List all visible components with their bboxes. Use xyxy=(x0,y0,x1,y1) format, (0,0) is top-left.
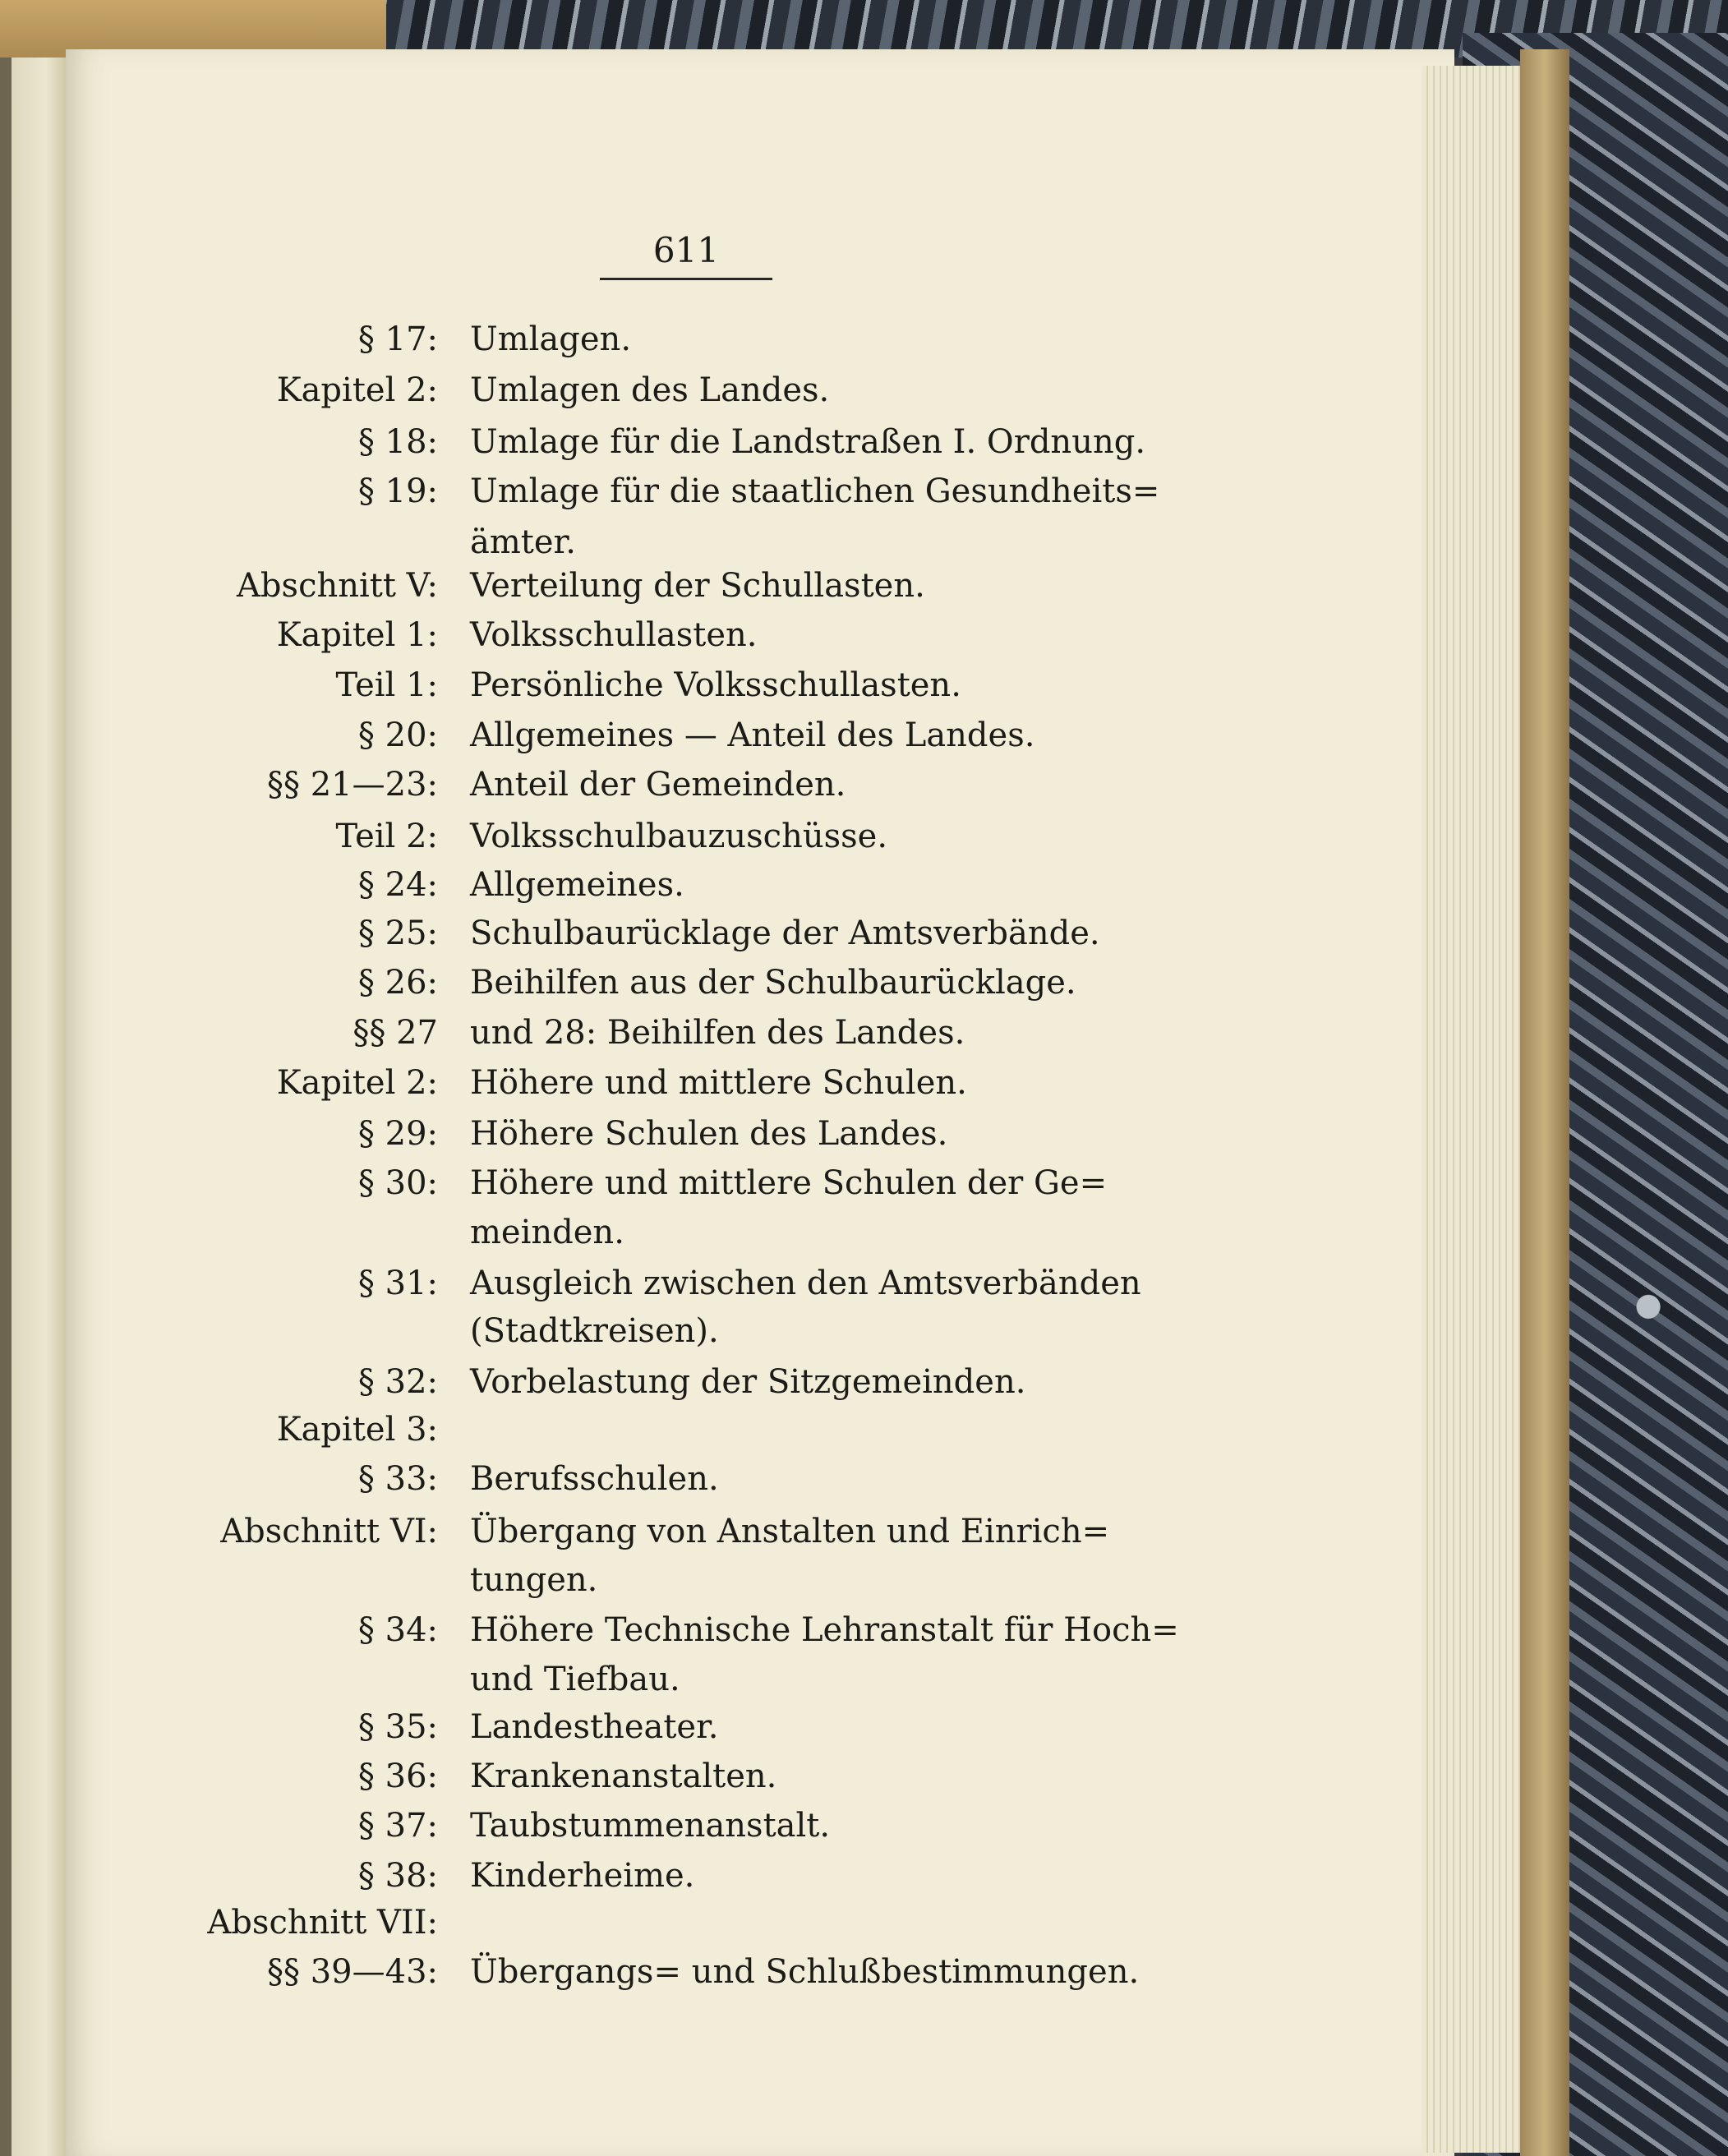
list-item xyxy=(0,1109,1728,1159)
entry-text: Anteil der Gemeinden. xyxy=(470,766,846,804)
entry-label: Kapitel 2: xyxy=(276,371,438,409)
list-item xyxy=(0,1208,1728,1257)
entry-text: Höhere und mittlere Schulen der Ge= xyxy=(470,1164,1108,1202)
entry-text: Taubstummenanstalt. xyxy=(470,1807,831,1845)
entry-text: (Stadtkreisen). xyxy=(470,1312,719,1350)
list-item xyxy=(0,518,1728,567)
list-item xyxy=(0,467,1728,516)
entry-label: § 29: xyxy=(357,1115,438,1153)
list-item xyxy=(0,1058,1728,1108)
entry-label: § 35: xyxy=(357,1708,438,1746)
entry-text: Umlage für die staatlichen Gesundheits= xyxy=(470,472,1160,510)
list-item xyxy=(0,1159,1728,1208)
entry-text: Kinderheime. xyxy=(470,1857,695,1895)
list-item xyxy=(0,760,1728,809)
entry-label: § 17: xyxy=(357,320,438,358)
entry-text: Höhere Schulen des Landes. xyxy=(470,1115,948,1153)
list-item xyxy=(0,561,1728,610)
entry-label: § 25: xyxy=(357,914,438,952)
list-item xyxy=(0,1259,1728,1308)
entry-label: § 33: xyxy=(357,1460,438,1498)
entry-label: § 32: xyxy=(357,1363,438,1401)
list-item xyxy=(0,315,1728,364)
list-item xyxy=(0,1605,1728,1655)
entry-label: § 36: xyxy=(357,1758,438,1795)
entry-text: Volksschulbauzuschüsse. xyxy=(470,818,888,855)
list-item xyxy=(0,1801,1728,1850)
page-number: 611 xyxy=(652,230,720,270)
list-item xyxy=(0,1454,1728,1504)
list-item xyxy=(0,661,1728,710)
entry-text: Umlagen. xyxy=(470,320,632,358)
entry-label: Teil 2: xyxy=(335,818,438,855)
entry-text: Volksschullasten. xyxy=(470,616,758,654)
list-item xyxy=(0,1752,1728,1801)
list-item xyxy=(0,610,1728,660)
list-item xyxy=(0,1507,1728,1556)
list-item xyxy=(0,1655,1728,1704)
entry-text: Persönliche Volksschullasten. xyxy=(470,666,961,704)
entry-text: Beihilfen aus der Schulbaurücklage. xyxy=(470,964,1076,1002)
list-item xyxy=(0,860,1728,910)
list-item xyxy=(0,1702,1728,1752)
entry-label: § 20: xyxy=(357,716,438,754)
entry-text: Krankenanstalten. xyxy=(470,1758,777,1795)
entry-text: Verteilung der Schullasten. xyxy=(470,567,925,605)
entry-label: Abschnitt VII: xyxy=(207,1904,438,1942)
list-item xyxy=(0,417,1728,467)
list-item xyxy=(0,812,1728,861)
entry-text: Allgemeines — Anteil des Landes. xyxy=(470,716,1035,754)
entry-label: § 37: xyxy=(357,1807,438,1845)
entry-label: Kapitel 3: xyxy=(276,1411,438,1449)
entry-label: Teil 1: xyxy=(335,666,438,704)
entry-label: § 30: xyxy=(357,1164,438,1202)
page-number-rule xyxy=(600,278,772,280)
list-item xyxy=(0,1898,1728,1947)
entry-text: Allgemeines. xyxy=(470,866,684,904)
entry-label: Abschnitt V: xyxy=(237,567,438,605)
entry-text: Schulbaurücklage der Amtsverbände. xyxy=(470,914,1100,952)
list-item xyxy=(0,711,1728,760)
entry-text: und Tiefbau. xyxy=(470,1661,680,1698)
entry-text: meinden. xyxy=(470,1214,624,1251)
entry-label: § 18: xyxy=(357,423,438,461)
entry-label: § 26: xyxy=(357,964,438,1002)
entry-text: Übergang von Anstalten und Einrich= xyxy=(470,1513,1110,1550)
entry-label: §§ 39—43: xyxy=(267,1953,438,1991)
entry-label: § 31: xyxy=(357,1265,438,1302)
entry-text: Höhere und mittlere Schulen. xyxy=(470,1064,967,1102)
entry-text: Umlage für die Landstraßen I. Ordnung. xyxy=(470,423,1146,461)
list-item xyxy=(0,1851,1728,1900)
entry-text: Ausgleich zwischen den Amtsverbänden xyxy=(470,1265,1141,1302)
entry-text: ämter. xyxy=(470,523,576,561)
list-item xyxy=(0,1405,1728,1454)
entry-label: Kapitel 2: xyxy=(276,1064,438,1102)
entry-text: Landestheater. xyxy=(470,1708,719,1746)
entry-label: Abschnitt VI: xyxy=(220,1513,438,1550)
entry-label: § 24: xyxy=(357,866,438,904)
list-item xyxy=(0,958,1728,1007)
list-item xyxy=(0,1357,1728,1407)
list-item xyxy=(0,1947,1728,1997)
entry-label: § 34: xyxy=(357,1611,438,1649)
entry-text: Umlagen des Landes. xyxy=(470,371,830,409)
list-item xyxy=(0,366,1728,415)
entry-text: Übergangs= und Schlußbestimmungen. xyxy=(470,1953,1140,1991)
entry-text: und 28: Beihilfen des Landes. xyxy=(470,1014,965,1052)
entry-label: § 19: xyxy=(357,472,438,510)
entry-text: tungen. xyxy=(470,1561,598,1599)
entry-label: §§ 21—23: xyxy=(267,766,438,804)
entry-label: § 38: xyxy=(357,1857,438,1895)
entry-label: §§ 27 xyxy=(353,1014,438,1052)
list-item xyxy=(0,1306,1728,1356)
entry-label: Kapitel 1: xyxy=(276,616,438,654)
entry-text: Vorbelastung der Sitzgemeinden. xyxy=(470,1363,1026,1401)
list-item xyxy=(0,1008,1728,1057)
list-item xyxy=(0,909,1728,958)
list-item xyxy=(0,1555,1728,1605)
entry-text: Höhere Technische Lehranstalt für Hoch= xyxy=(470,1611,1179,1649)
entry-text: Berufsschulen. xyxy=(470,1460,719,1498)
